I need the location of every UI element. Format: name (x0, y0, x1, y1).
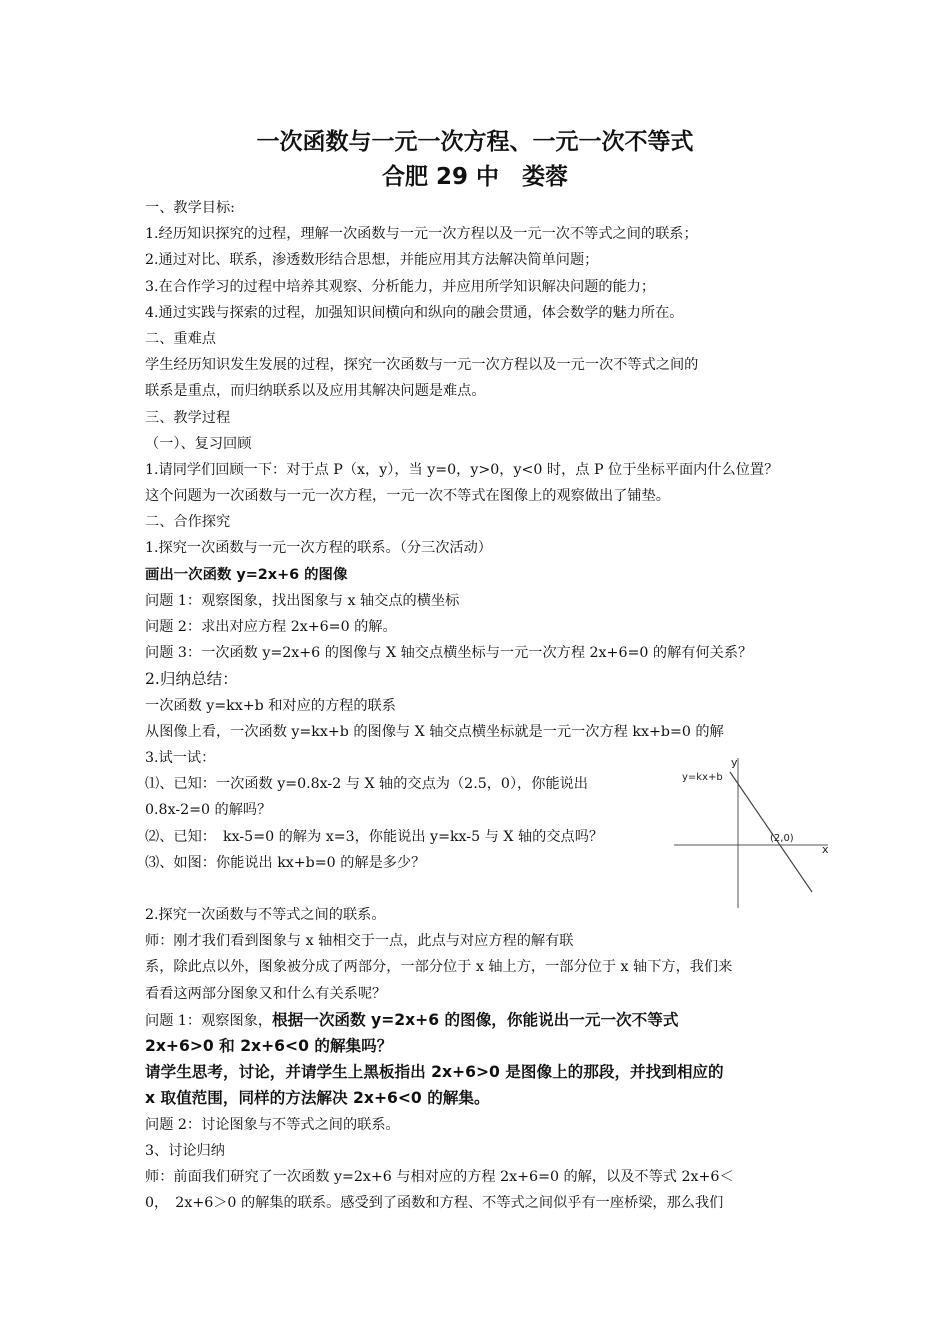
paragraph-line: 3.在合作学习的过程中培养其观察、分析能力，并应用所学知识解决问题的能力； (145, 278, 656, 295)
question-prefix: 问题 1：观察图象， (145, 1012, 273, 1029)
question-line: 问题 2：讨论图象与不等式之间的联系。 (145, 1116, 400, 1133)
section-heading: 一、教学目标: (145, 200, 235, 216)
linear-function-graph (672, 750, 832, 910)
section-heading: 三、教学过程 (145, 409, 231, 426)
document-body (145, 195, 813, 1216)
question-line: 问题 1：观察图象，找出图象与 x 轴交点的横坐标 (145, 592, 460, 609)
paragraph-line: 师：前面我们研究了一次函数 y=2x+6 与相对应的方程 2x+6=0 的解，以及不等式 2x+6＜ (145, 1168, 734, 1185)
section-heading: 二、合作探究 (145, 514, 231, 531)
exercise-line: ⑶、如图：你能说出 kx+b=0 的解是多少？ (145, 854, 426, 871)
exercise-line: 0.8x-2=0 的解吗？ (145, 802, 272, 819)
paragraph-line: 2.探究一次函数与不等式之间的联系。 (145, 907, 386, 924)
question-line: 问题 3：一次函数 y=2x+6 的图像与 X 轴交点横坐标与一元一次方程 2x+6=0 的解有何关系？ (145, 645, 753, 662)
paragraph-line: 4.通过实践与探索的过程，加强知识间横向和纵向的融会贯通，体会数学的魅力所在。 (145, 304, 684, 321)
exercise-line: ⑵、已知： kx-5=0 的解为 x=3，你能说出 y=kx-5 与 X 轴的交点吗？ (145, 828, 604, 845)
bold-line: 2x+6>0 和 2x+6<0 的解集吗？ (145, 1037, 393, 1055)
paragraph-line: 联系是重点，而归纳联系以及应用其解决问题是难点。 (145, 383, 486, 400)
author-line: 合肥 29 中 娄蓉 (381, 164, 569, 190)
paragraph-line: 看看这两部分图象又和什么有关系呢？ (145, 985, 387, 1002)
intercept-label: (2,0) (770, 833, 794, 844)
paragraph-line: 0， 2x+6＞0 的解集的联系。感受到了函数和方程、不等式之间似乎有一座桥梁，那么我们 (145, 1195, 724, 1212)
question-line: 问题 2：求出对应方程 2x+6=0 的解。 (145, 619, 397, 635)
bold-question-text: 根据一次函数 y=2x+6 的图像，你能说出一元一次不等式 (272, 1010, 679, 1029)
paragraph-line: 师：刚才我们看到图象与 x 轴相交于一点，此点与对应方程的解有联 (145, 933, 574, 950)
bold-line: x 取值范围，同样的方法解决 2x+6<0 的解集。 (145, 1089, 490, 1108)
x-axis-label: x (822, 843, 829, 856)
y-axis-label: y (731, 756, 738, 769)
paragraph-line: 系，除此点以外，图象被分成了两部分，一部分位于 x 轴上方，一部分位于 x 轴下方，我们来 (145, 959, 733, 976)
paragraph-line: 1.经历知识探究的过程，理解一次函数与一元一次方程以及一元一次不等式之间的联系； (145, 226, 698, 243)
paragraph-line: 从图像上看，一次函数 y=kx+b 的图像与 X 轴交点横坐标就是一元一次方程 kx+b=0 的解 (145, 723, 724, 740)
section-heading: 3、讨论归纳 (145, 1142, 225, 1159)
page-title: 一次函数与一元一次方程、一元一次不等式 (256, 129, 694, 155)
paragraph-line: 这个问题为一次函数与一元一次方程，一元一次不等式在图像上的观察做出了铺垫。 (145, 488, 670, 505)
bold-line: 请学生思考，讨论，并请学生上黑板指出 2x+6>0 是图像上的那段，并找到相应的 (145, 1063, 724, 1082)
subsection-heading: （一）、复习回顾 (145, 435, 252, 452)
paragraph-line: 一次函数 y=kx+b 和对应的方程的联系 (145, 697, 396, 714)
function-label: y=kx+b (682, 772, 723, 783)
bold-line: 画出一次函数 y=2x+6 的图像 (145, 566, 348, 583)
exercise-line: ⑴、已知：一次函数 y=0.8x-2 与 X 轴的交点为（2.5，0），你能说出 (145, 776, 588, 793)
paragraph-line: 学生经历知识发生发展的过程，探究一次函数与一元一次方程以及一元一次不等式之间的 (145, 357, 699, 374)
mixed-question-line (145, 1007, 813, 1033)
paragraph-line: 3.试一试： (145, 749, 216, 766)
paragraph-line: 1.探究一次函数与一元一次方程的联系。（分三次活动） (145, 540, 492, 557)
summary-heading: 2.归纳总结： (145, 670, 238, 689)
section-heading: 二、重难点 (145, 330, 216, 347)
paragraph-line: 1.请同学们回顾一下：对于点 P（x，y），当 y=0，y>0，y<0 时，点 P 位于坐标平面内什么位置？ (145, 461, 779, 478)
paragraph-line: 2.通过对比、联系，渗透数形结合思想，并能应用其方法解决简单问题； (145, 252, 599, 269)
function-line (730, 772, 812, 892)
